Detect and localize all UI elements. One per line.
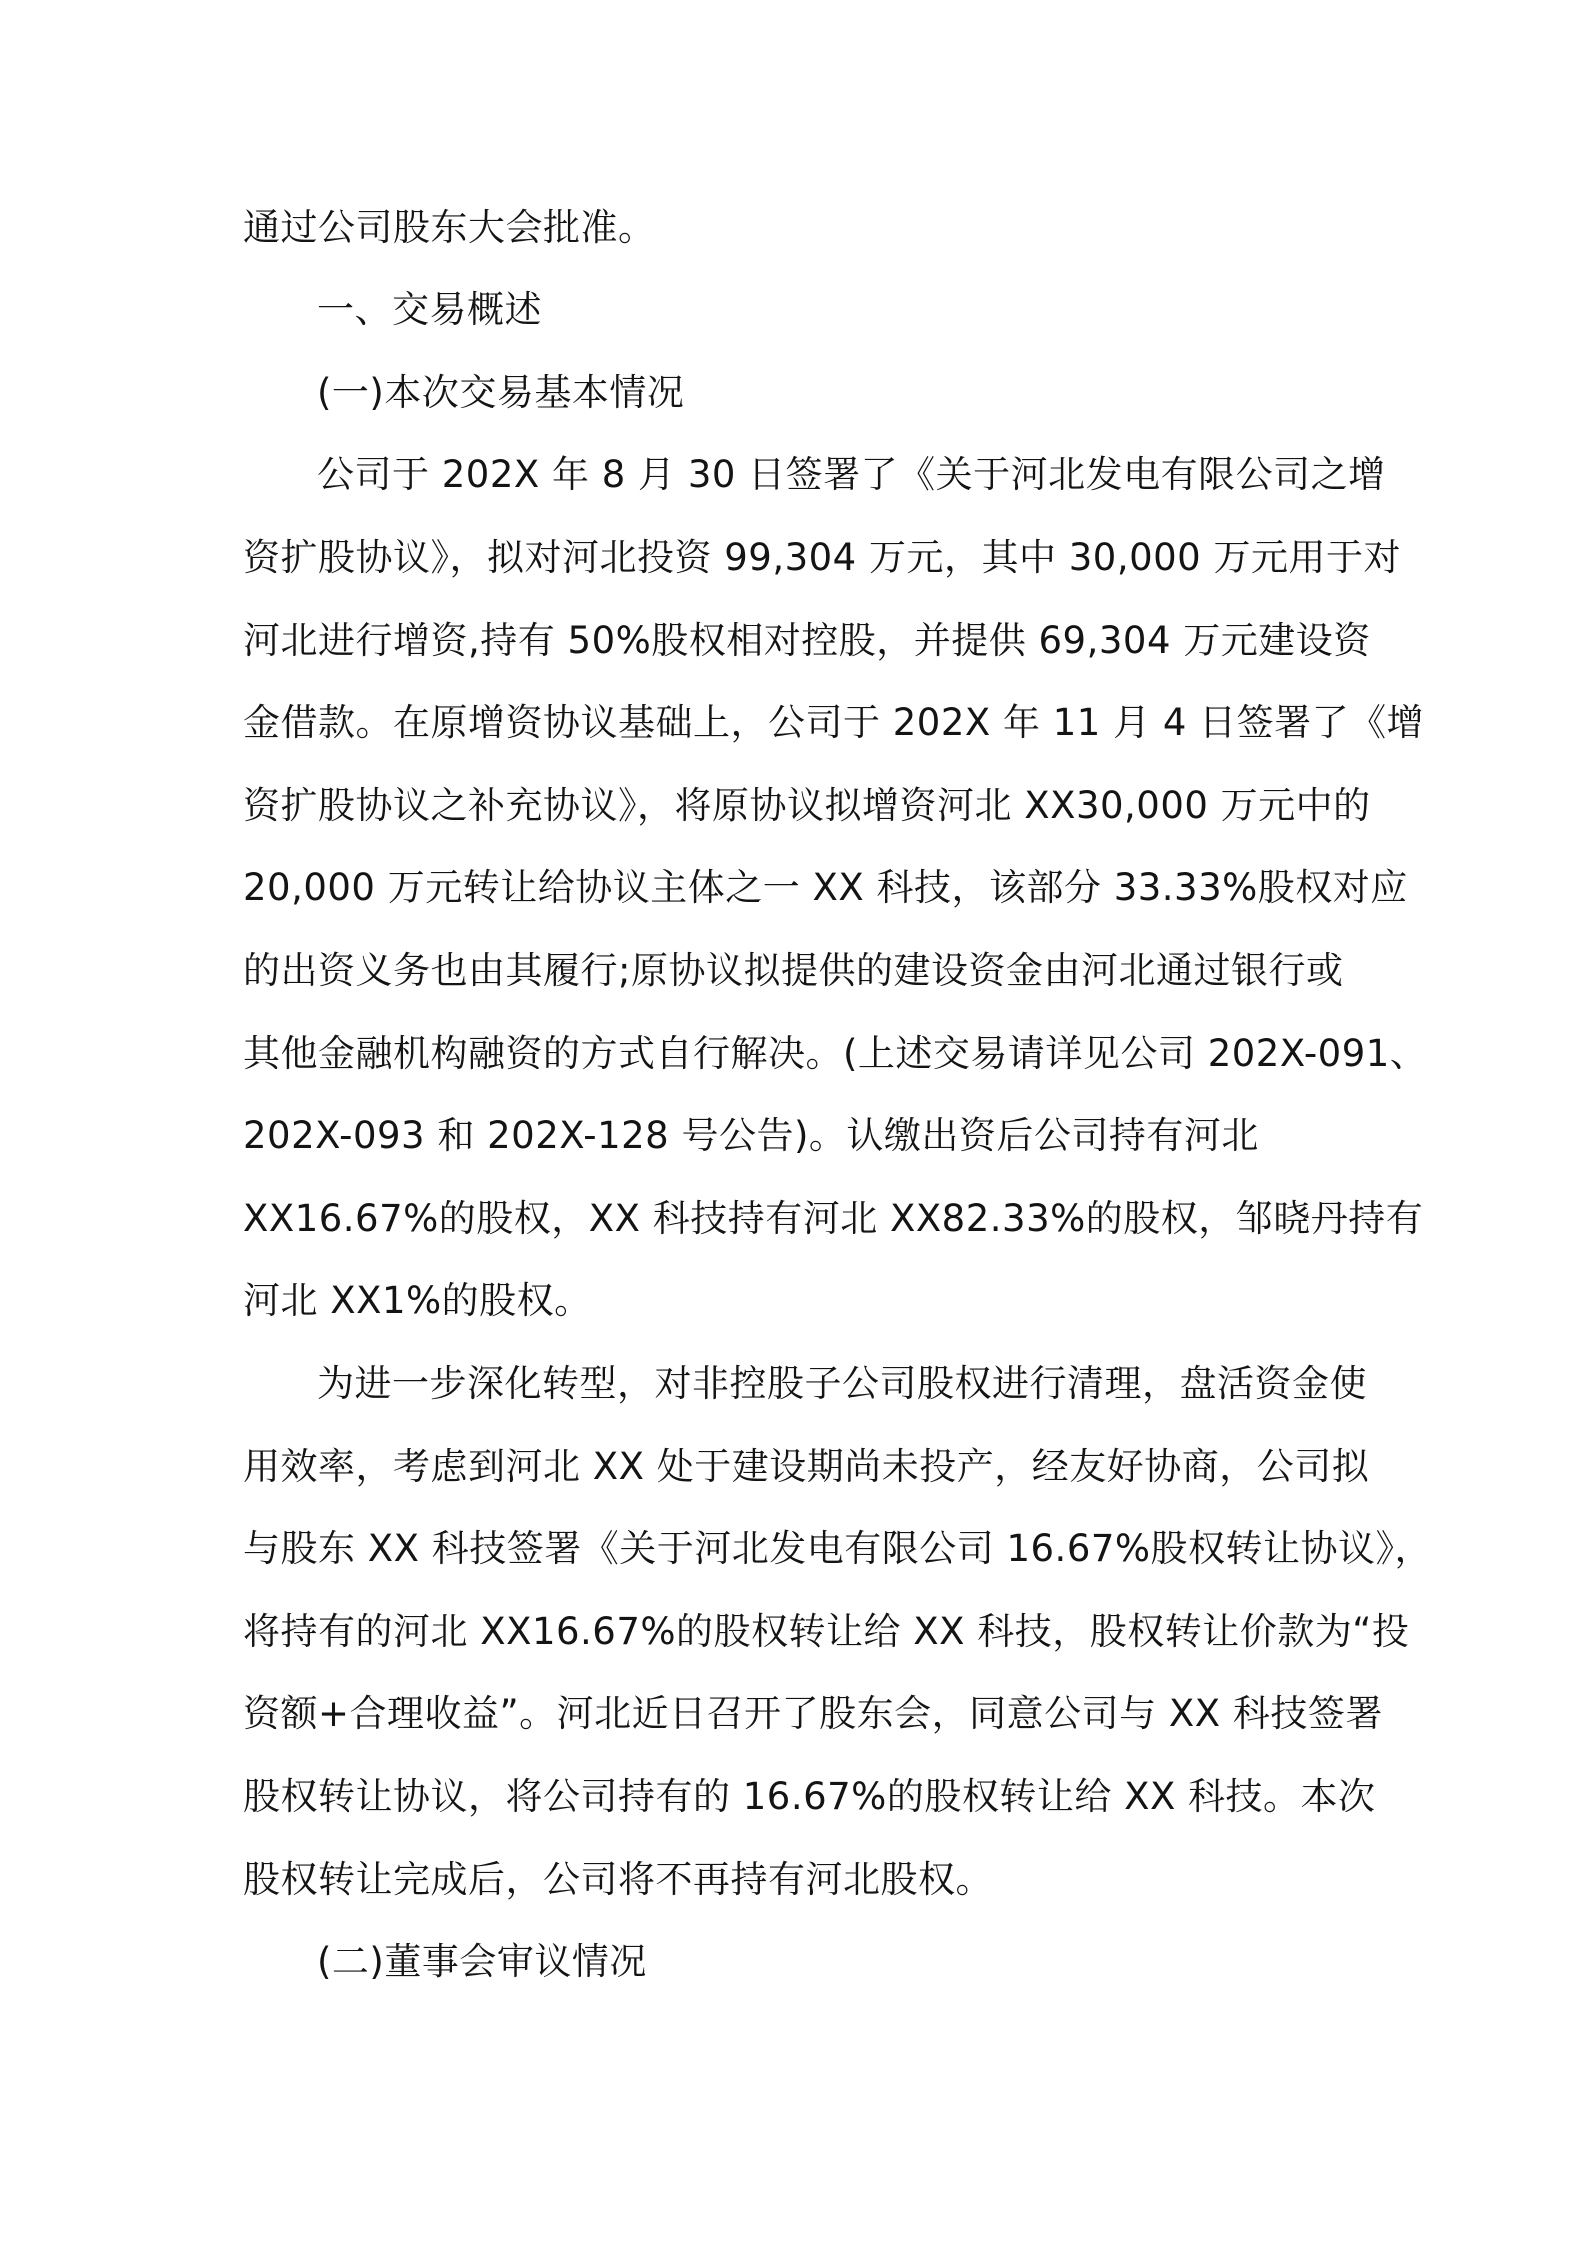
text-line-8: 资扩股协议之补充协议》，将原协议拟增资河北 XX30,000 万元中的	[243, 784, 1371, 827]
text-line-15: 为进一步深化转型，对非控股子公司股权进行清理，盘活资金使	[317, 1362, 1367, 1405]
section-heading-overview: 一、交易概述	[317, 288, 542, 331]
text-line-13: XX16.67%的股权，XX 科技持有河北 XX82.33%的股权，邹晓丹持有	[243, 1197, 1424, 1240]
text-line-20: 股权转让协议，将公司持有的 16.67%的股权转让给 XX 科技。本次	[243, 1775, 1376, 1818]
text-line-17: 与股东 XX 科技签署《关于河北发电有限公司 16.67%股权转让协议》，	[243, 1527, 1433, 1570]
text-line-14: 河北 XX1%的股权。	[243, 1279, 592, 1322]
text-line-18: 将持有的河北 XX16.67%的股权转让给 XX 科技，股权转让价款为“投	[243, 1610, 1410, 1653]
text-line-10: 的出资义务也由其履行;原协议拟提供的建设资金由河北通过银行或	[243, 949, 1344, 992]
text-line-16: 用效率，考虑到河北 XX 处于建设期尚未投产，经友好协商，公司拟	[243, 1445, 1370, 1488]
text-line-6: 河北进行增资,持有 50%股权相对控股，并提供 69,304 万元建设资	[243, 619, 1371, 662]
text-line-9: 20,000 万元转让给协议主体之一 XX 科技，该部分 33.33%股权对应	[243, 866, 1408, 909]
text-line-4: 公司于 202X 年 8 月 30 日签署了《关于河北发电有限公司之增	[317, 453, 1386, 496]
text-line-1: 通过公司股东大会批准。	[243, 206, 656, 249]
subsection-heading-basic-info: (一)本次交易基本情况	[317, 371, 685, 414]
subsection-heading-board-review: (二)董事会审议情况	[317, 1940, 647, 1983]
text-line-19: 资额+合理收益”。河北近日召开了股东会，同意公司与 XX 科技签署	[243, 1692, 1383, 1735]
text-line-5: 资扩股协议》，拟对河北投资 99,304 万元，其中 30,000 万元用于对	[243, 536, 1401, 579]
text-line-11: 其他金融机构融资的方式自行解决。(上述交易请详见公司 202X-091、	[243, 1032, 1428, 1075]
text-line-21: 股权转让完成后，公司将不再持有河北股权。	[243, 1858, 993, 1901]
text-line-7: 金借款。在原增资协议基础上，公司于 202X 年 11 月 4 日签署了《增	[243, 701, 1425, 744]
text-line-12: 202X-093 和 202X-128 号公告)。认缴出资后公司持有河北	[243, 1114, 1259, 1157]
